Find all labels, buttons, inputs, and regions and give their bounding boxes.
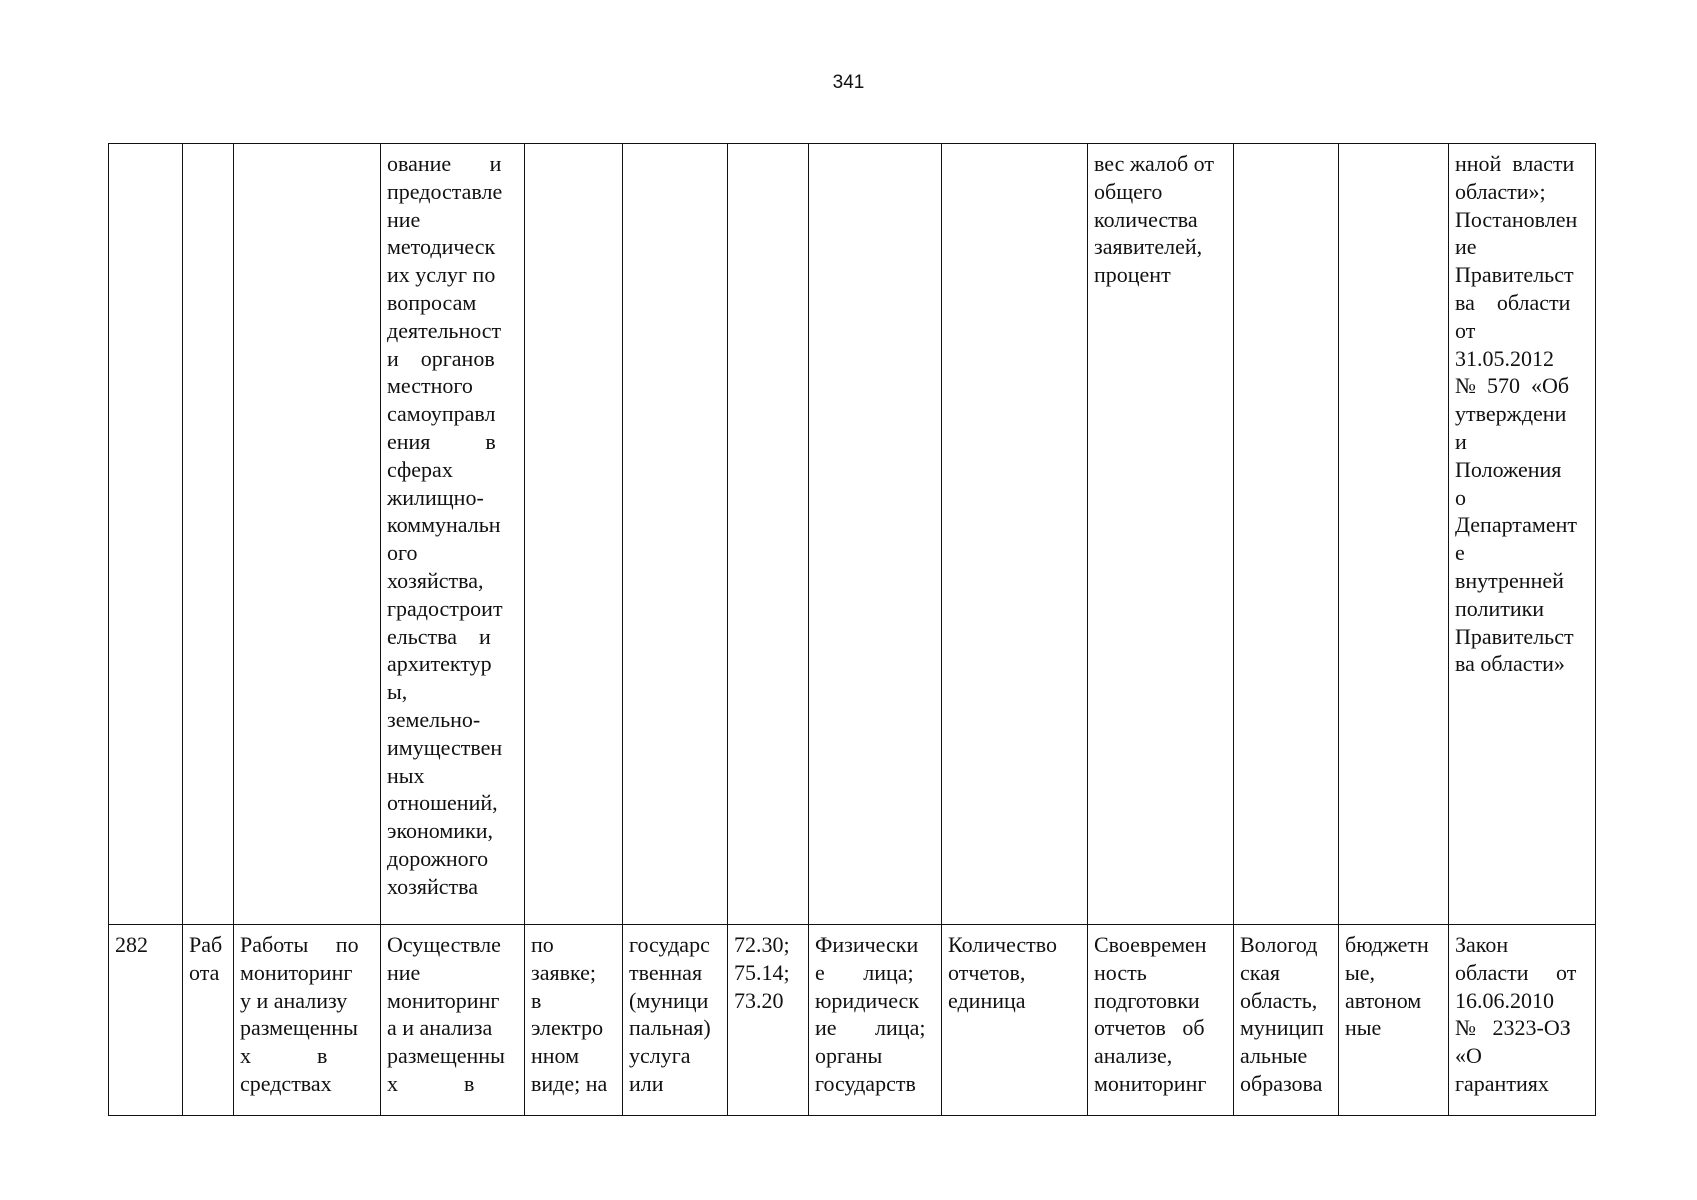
cell-consumers: [809, 144, 942, 925]
cell-quality-indicator: вес жалоб от общего количества заявителей, процент: [1088, 144, 1234, 925]
cell-consumers: Физически е лица; юридическ ие лица; органы государств: [809, 925, 942, 1116]
table-row: [109, 144, 1596, 925]
cell-number: [109, 144, 183, 925]
cell-content: ование и предоставле ние методическ их услуг по вопросам деятельност и органов местного самоуправл ения в сферах жилищно- коммунальн ого хозяйства, градостроит ельства и архитектур ы, земельно- имуществен ных отношений, экономики, дорожного хозяйства: [381, 144, 525, 925]
cell-name: Работы по мониторинг у и анализу размещенны х в средствах: [234, 925, 381, 1116]
cell-number: 282: [109, 925, 183, 1116]
cell-legal-basis: Закон области от 16.06.2010 № 2323-ОЗ «О гарантиях: [1449, 925, 1596, 1116]
cell-service-type: [623, 144, 728, 925]
cell-institution-type: бюджетн ые, автоном ные: [1339, 925, 1449, 1116]
cell-conditions: [525, 144, 623, 925]
cell-okved: 72.30; 75.14; 73.20: [728, 925, 809, 1116]
cell-volume-indicator: Количество отчетов, единица: [942, 925, 1088, 1116]
cell-territory: Вологод ская область, муницип альные образова: [1234, 925, 1339, 1116]
page-number: 341: [832, 72, 865, 93]
cell-territory: [1234, 144, 1339, 925]
cell-conditions: по заявке; в электро нном виде; на: [525, 925, 623, 1116]
cell-type: Раб ота: [183, 925, 234, 1116]
cell-type: [183, 144, 234, 925]
cell-service-type: государс твенная (муници пальная) услуга или: [623, 925, 728, 1116]
cell-volume-indicator: [942, 144, 1088, 925]
cell-content: Осуществле ние мониторинг а и анализа размещенны х в: [381, 925, 525, 1116]
cell-institution-type: [1339, 144, 1449, 925]
cell-quality-indicator: Своевремен ность подготовки отчетов об анализе, мониторинг: [1088, 925, 1234, 1116]
table-row: [109, 925, 1596, 1116]
cell-legal-basis: нной власти области»; Постановлен ие Правительст ва области от 31.05.2012 № 570 «Об утверждени и Положения о Департамент е внутренней политики Правительст ва области»: [1449, 144, 1596, 925]
registry-table: [108, 143, 1596, 1116]
cell-okved: [728, 144, 809, 925]
cell-name: [234, 144, 381, 925]
